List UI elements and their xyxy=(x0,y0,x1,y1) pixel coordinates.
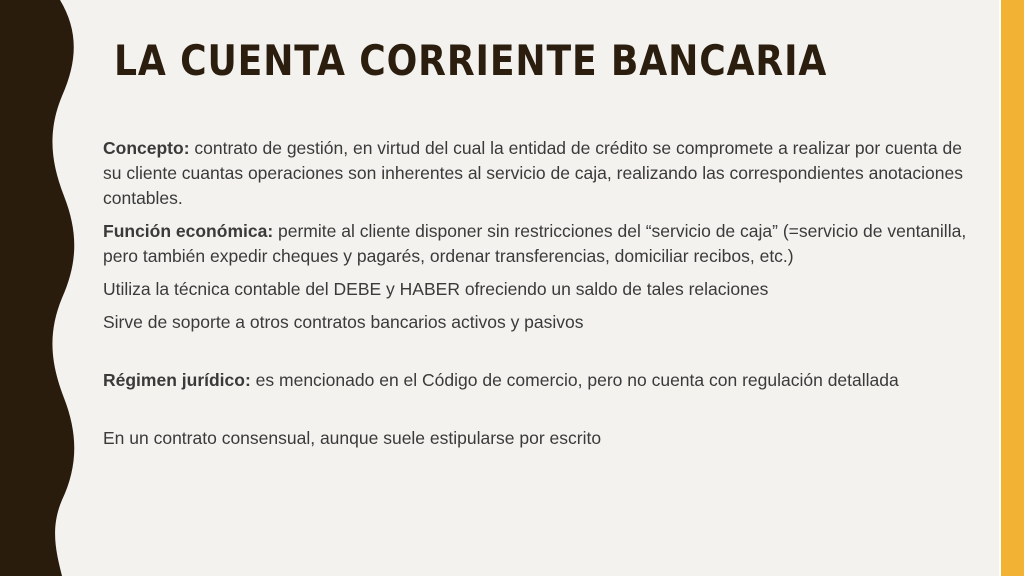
wavy-left-band xyxy=(0,0,90,576)
paragraph-concepto xyxy=(103,136,983,211)
term-concepto: Concepto: xyxy=(103,138,190,158)
text-soporte: Sirve de soporte a otros contratos bancarios activos y pasivos xyxy=(103,312,584,332)
paragraph-funcion-economica xyxy=(103,219,983,269)
term-regimen-juridico: Régimen jurídico: xyxy=(103,370,251,390)
slide-body xyxy=(103,136,983,459)
paragraph-soporte xyxy=(103,310,983,335)
text-regimen-juridico: es mencionado en el Código de comercio, pero no cuenta con regulación detallada xyxy=(250,370,899,390)
term-funcion-economica: Función económica: xyxy=(103,221,274,241)
text-contrato-consensual: En un contrato consensual, aunque suele estipularse por escrito xyxy=(103,428,602,448)
accent-bar xyxy=(1001,0,1024,576)
paragraph-contrato-consensual xyxy=(103,426,983,451)
text-tecnica-contable: Utiliza la técnica contable del DEBE y HABER ofreciendo un saldo de tales relaciones xyxy=(103,279,769,299)
paragraph-regimen-juridico xyxy=(103,368,983,393)
paragraph-tecnica-contable xyxy=(103,277,983,302)
slide-title: LA CUENTA CORRIENTE BANCARIA xyxy=(114,36,828,85)
text-funcion-economica: permite al cliente disponer sin restricciones del “servicio de caja” (=servicio de ventanilla, pero también expedir cheques y pagarés, ordenar transferencias, domiciliar recibos, etc.) xyxy=(103,221,967,266)
text-concepto: contrato de gestión, en virtud del cual la entidad de crédito se compromete a realizar por cuenta de su cliente cuantas operaciones son inherentes al servicio de caja, realizando las correspondientes anotaciones contables. xyxy=(103,138,963,208)
